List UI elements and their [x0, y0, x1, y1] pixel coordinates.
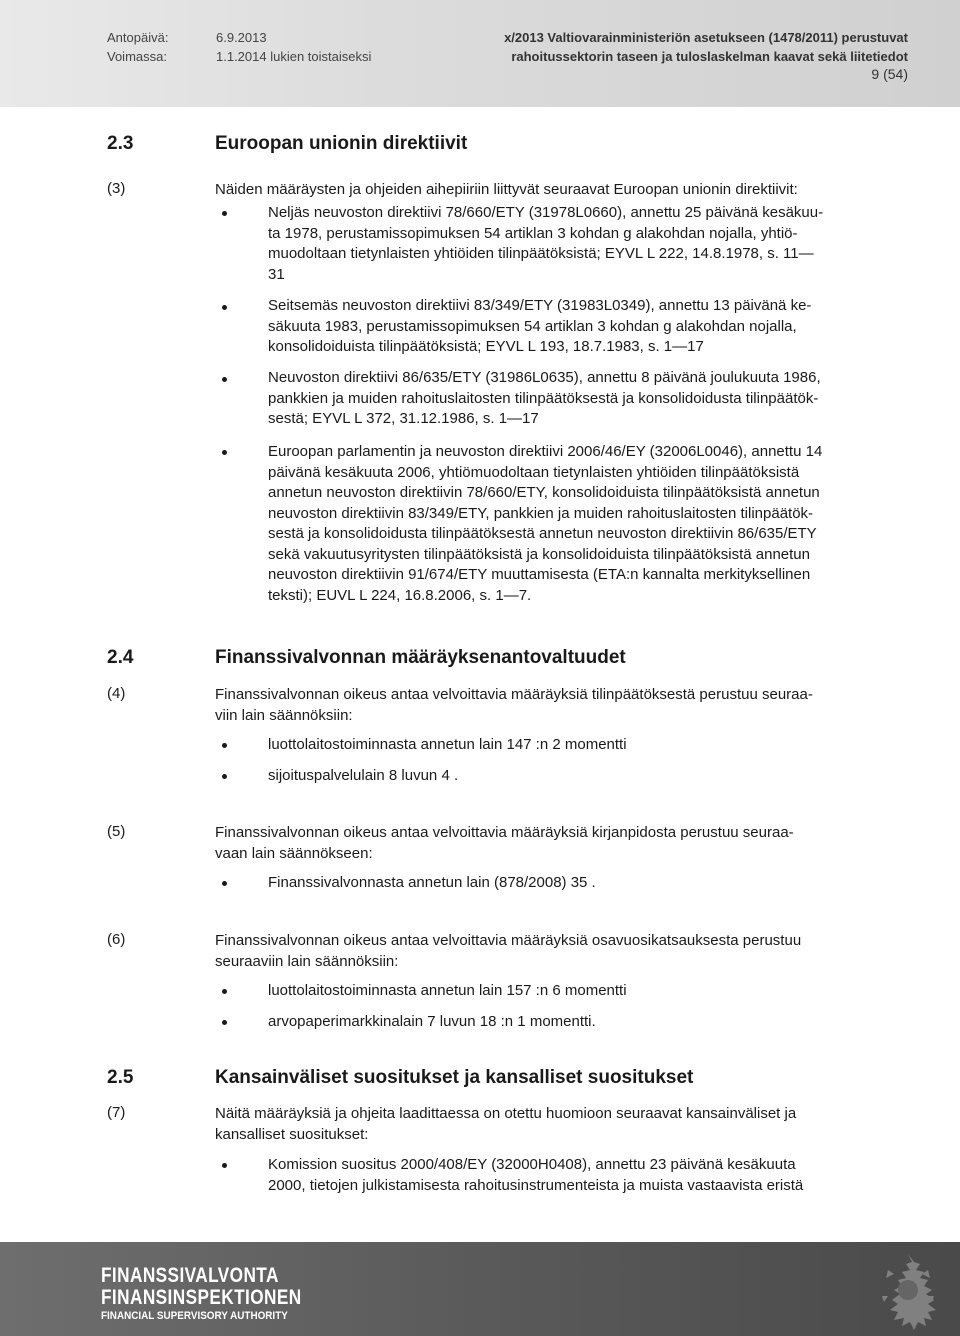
list-item: Komission suositus 2000/408/EY (32000H0408), annettu 23 päivänä kesäkuuta 2000, tietojen julkistamisesta rahoitusinstrumenteista ja muista vastaavista eristä [268, 1156, 804, 1194]
section-title: Kansainväliset suositukset ja kansalliset suositukset [215, 1067, 694, 1088]
paragraph-text: Näiden määräysten ja ohjeiden aihepiiriin liittyvät seuraavat Euroopan unionin direktiivit: [215, 181, 798, 198]
logo-text-sv: FINANSINSPEKTIONEN [101, 1286, 302, 1309]
bullet-icon [222, 1163, 227, 1168]
paragraph-number: (5) [107, 823, 126, 840]
list-item: Neuvoston direktiivi 86/635/ETY (31986L0635), annettu 8 päivänä joulukuuta 1986, pankkien ja muiden rahoituslaitosten tilinpäätöksestä ja konsolidoidusta tilinpäätök- sestä; EYVL L 372, 31.12.1986, s. 1—17 [268, 369, 821, 427]
paragraph-number: (4) [107, 685, 126, 702]
document-title-line1: x/2013 Valtiovarainministeriön asetukseen (1478/2011) perustuvat [504, 30, 908, 45]
paragraph-text: Finanssivalvonnan oikeus antaa velvoittavia määräyksiä tilinpäätöksestä perustuu seuraa- viin lain säännöksiin: [215, 686, 813, 724]
logo-text-fi: FINANSSIVALVONTA [101, 1264, 279, 1287]
bullet-icon [222, 881, 227, 886]
page-number: 9 (54) [871, 66, 908, 82]
list-item: Neljäs neuvoston direktiivi 78/660/ETY (31978L0660), annettu 25 päivänä kesäkuu- ta 1978, perustamissopimuksen 54 artiklan 3 kohdan g alakohdan nojalla, yhtiö- muodoltaan tietynlaisten yhtiöiden tilinpäätöksistä; EYVL L 222, 14.8.1978, s. 11— 31 [268, 204, 824, 283]
page-footer [0, 1242, 960, 1336]
bullet-icon [222, 1020, 227, 1025]
lion-emblem-icon [868, 1250, 948, 1332]
bullet-icon [222, 743, 227, 748]
voimassa-label: Voimassa: [107, 49, 167, 64]
bullet-icon [222, 450, 227, 455]
bullet-icon [222, 305, 227, 310]
list-item: Seitsemäs neuvoston direktiivi 83/349/ETY (31983L0349), annettu 13 päivänä ke- säkuuta 1983, perustamissopimuksen 54 artiklan 3 kohdan g alakohdan nojalla, konsolidoiduista tilinpäätöksistä; EYVL L 193, 18.7.1983, s. 1—17 [268, 297, 812, 355]
paragraph-number: (7) [107, 1104, 126, 1121]
paragraph-text: Näitä määräyksiä ja ohjeita laadittaessa on otettu huomioon seuraavat kansainväliset ja kansalliset suositukset: [215, 1105, 797, 1143]
bullet-icon [222, 211, 227, 216]
section-number: 2.5 [107, 1067, 134, 1088]
list-item: luottolaitostoiminnasta annetun lain 157 :n 6 momentti [268, 982, 627, 999]
bullet-icon [222, 377, 227, 382]
paragraph-text: Finanssivalvonnan oikeus antaa velvoittavia määräyksiä osavuosikatsauksesta perustuu seuraaviin lain säännöksiin: [215, 932, 802, 970]
bullet-icon [222, 989, 227, 994]
list-item: Finanssivalvonnasta annetun lain (878/2008) 35 . [268, 874, 596, 891]
paragraph-text: Finanssivalvonnan oikeus antaa velvoittavia määräyksiä kirjanpidosta perustuu seuraa- vaan lain säännökseen: [215, 824, 794, 862]
section-title: Finanssivalvonnan määräyksenantovaltuudet [215, 647, 626, 668]
list-item: luottolaitostoiminnasta annetun lain 147 :n 2 momentti [268, 736, 627, 753]
list-item: sijoituspalvelulain 8 luvun 4 . [268, 767, 459, 784]
section-title: Euroopan unionin direktiivit [215, 133, 468, 154]
paragraph-number: (3) [107, 180, 126, 197]
list-item: Euroopan parlamentin ja neuvoston direktiivi 2006/46/EY (32006L0046), annettu 14 päivänä kesäkuuta 2006, yhtiömuodoltaan tietynlaisten yhtiöiden tilinpäätöksistä annetun neuvoston direktiivin 78/660/ETY, konsolidoiduista tilinpäätöksistä annetun neuvoston direktiivin 83/349/ETY, pankkien ja muiden rahoituslaitosten tilinpäätök- sestä ja konsolidoidusta tilinpäätöksestä annetun neuvoston direktiivin 86/635/ETY sekä vakuutusyritysten tilinpäätöksistä ja konsolidoiduista tilinpäätöksistä annetun neuvoston direktiivin 91/674/ETY muuttamisesta (ETA:n kannalta merkityksellinen teksti); EUVL L 224, 16.8.2006, s. 1—7. [268, 443, 823, 604]
logo-text-en: FINANCIAL SUPERVISORY AUTHORITY [101, 1310, 288, 1322]
section-number: 2.3 [107, 133, 134, 154]
section-number: 2.4 [107, 647, 134, 668]
list-item: arvopaperimarkkinalain 7 luvun 18 :n 1 momentti. [268, 1013, 596, 1030]
document-title-line2: rahoitussektorin taseen ja tuloslaskelman kaavat sekä liitetiedot [511, 49, 908, 64]
voimassa-value: 1.1.2014 lukien toistaiseksi [216, 49, 372, 64]
antopaiva-value: 6.9.2013 [216, 30, 267, 45]
paragraph-number: (6) [107, 931, 126, 948]
antopaiva-label: Antopäivä: [107, 30, 169, 45]
page-header [0, 0, 960, 107]
bullet-icon [222, 774, 227, 779]
